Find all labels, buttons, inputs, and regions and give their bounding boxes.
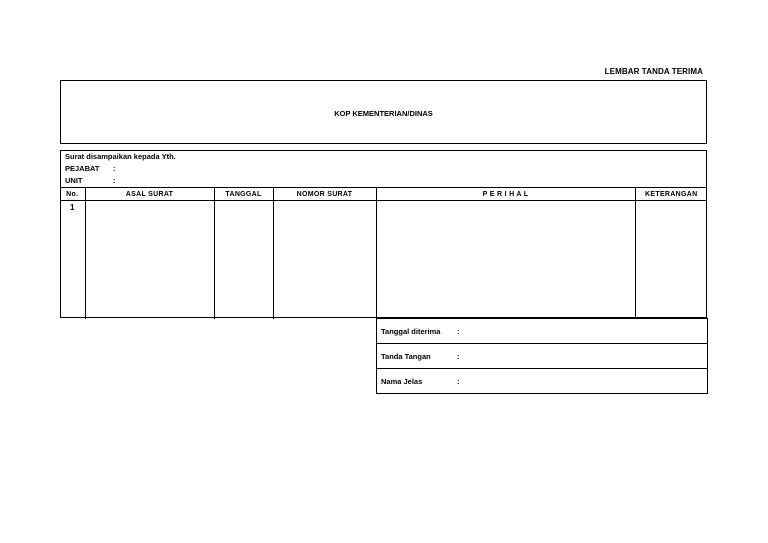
recipient-intro: Surat disampaikan kepada Yth. <box>65 152 176 161</box>
tanda-tangan-colon: : <box>457 352 460 361</box>
receipt-row-tanggal[interactable] <box>377 318 707 343</box>
cell-keterangan[interactable] <box>635 201 707 320</box>
pejabat-colon: : <box>113 164 116 173</box>
column-header-no: No. <box>60 188 85 201</box>
tanggal-diterima-label: Tanggal diterima <box>381 327 441 336</box>
receipt-box <box>376 318 708 394</box>
tanda-tangan-label: Tanda Tangan <box>381 352 431 361</box>
unit-line <box>65 176 116 185</box>
column-header-asal-surat: ASAL SURAT <box>85 188 214 201</box>
pejabat-label: PEJABAT <box>65 164 100 173</box>
tanggal-diterima-colon: : <box>457 327 460 336</box>
receipt-row-ttd[interactable] <box>377 343 707 368</box>
nama-jelas-label: Nama Jelas <box>381 377 423 386</box>
letter-table-section <box>60 150 707 318</box>
table-row <box>60 201 707 320</box>
letter-table <box>60 187 707 319</box>
column-header-tanggal: TANGGAL <box>214 188 273 201</box>
document-title: LEMBAR TANDA TERIMA <box>604 67 703 76</box>
cell-perihal[interactable] <box>376 201 635 320</box>
receipt-row-nama[interactable] <box>377 368 707 393</box>
unit-colon: : <box>113 176 116 185</box>
cell-nomor-surat[interactable] <box>273 201 376 320</box>
column-header-perihal: P E R I H A L <box>376 188 635 201</box>
cell-asal-surat[interactable] <box>85 201 214 320</box>
cell-tanggal[interactable] <box>214 201 273 320</box>
column-header-keterangan: KETERANGAN <box>635 188 707 201</box>
column-header-nomor-surat: NOMOR SURAT <box>273 188 376 201</box>
letterhead-box <box>60 80 707 144</box>
table-header-row <box>60 188 707 201</box>
unit-label: UNIT <box>65 176 83 185</box>
nama-jelas-colon: : <box>457 377 460 386</box>
cell-no: 1 <box>60 201 85 320</box>
pejabat-line <box>65 164 116 173</box>
letterhead-text: KOP KEMENTERIAN/DINAS <box>334 109 433 118</box>
